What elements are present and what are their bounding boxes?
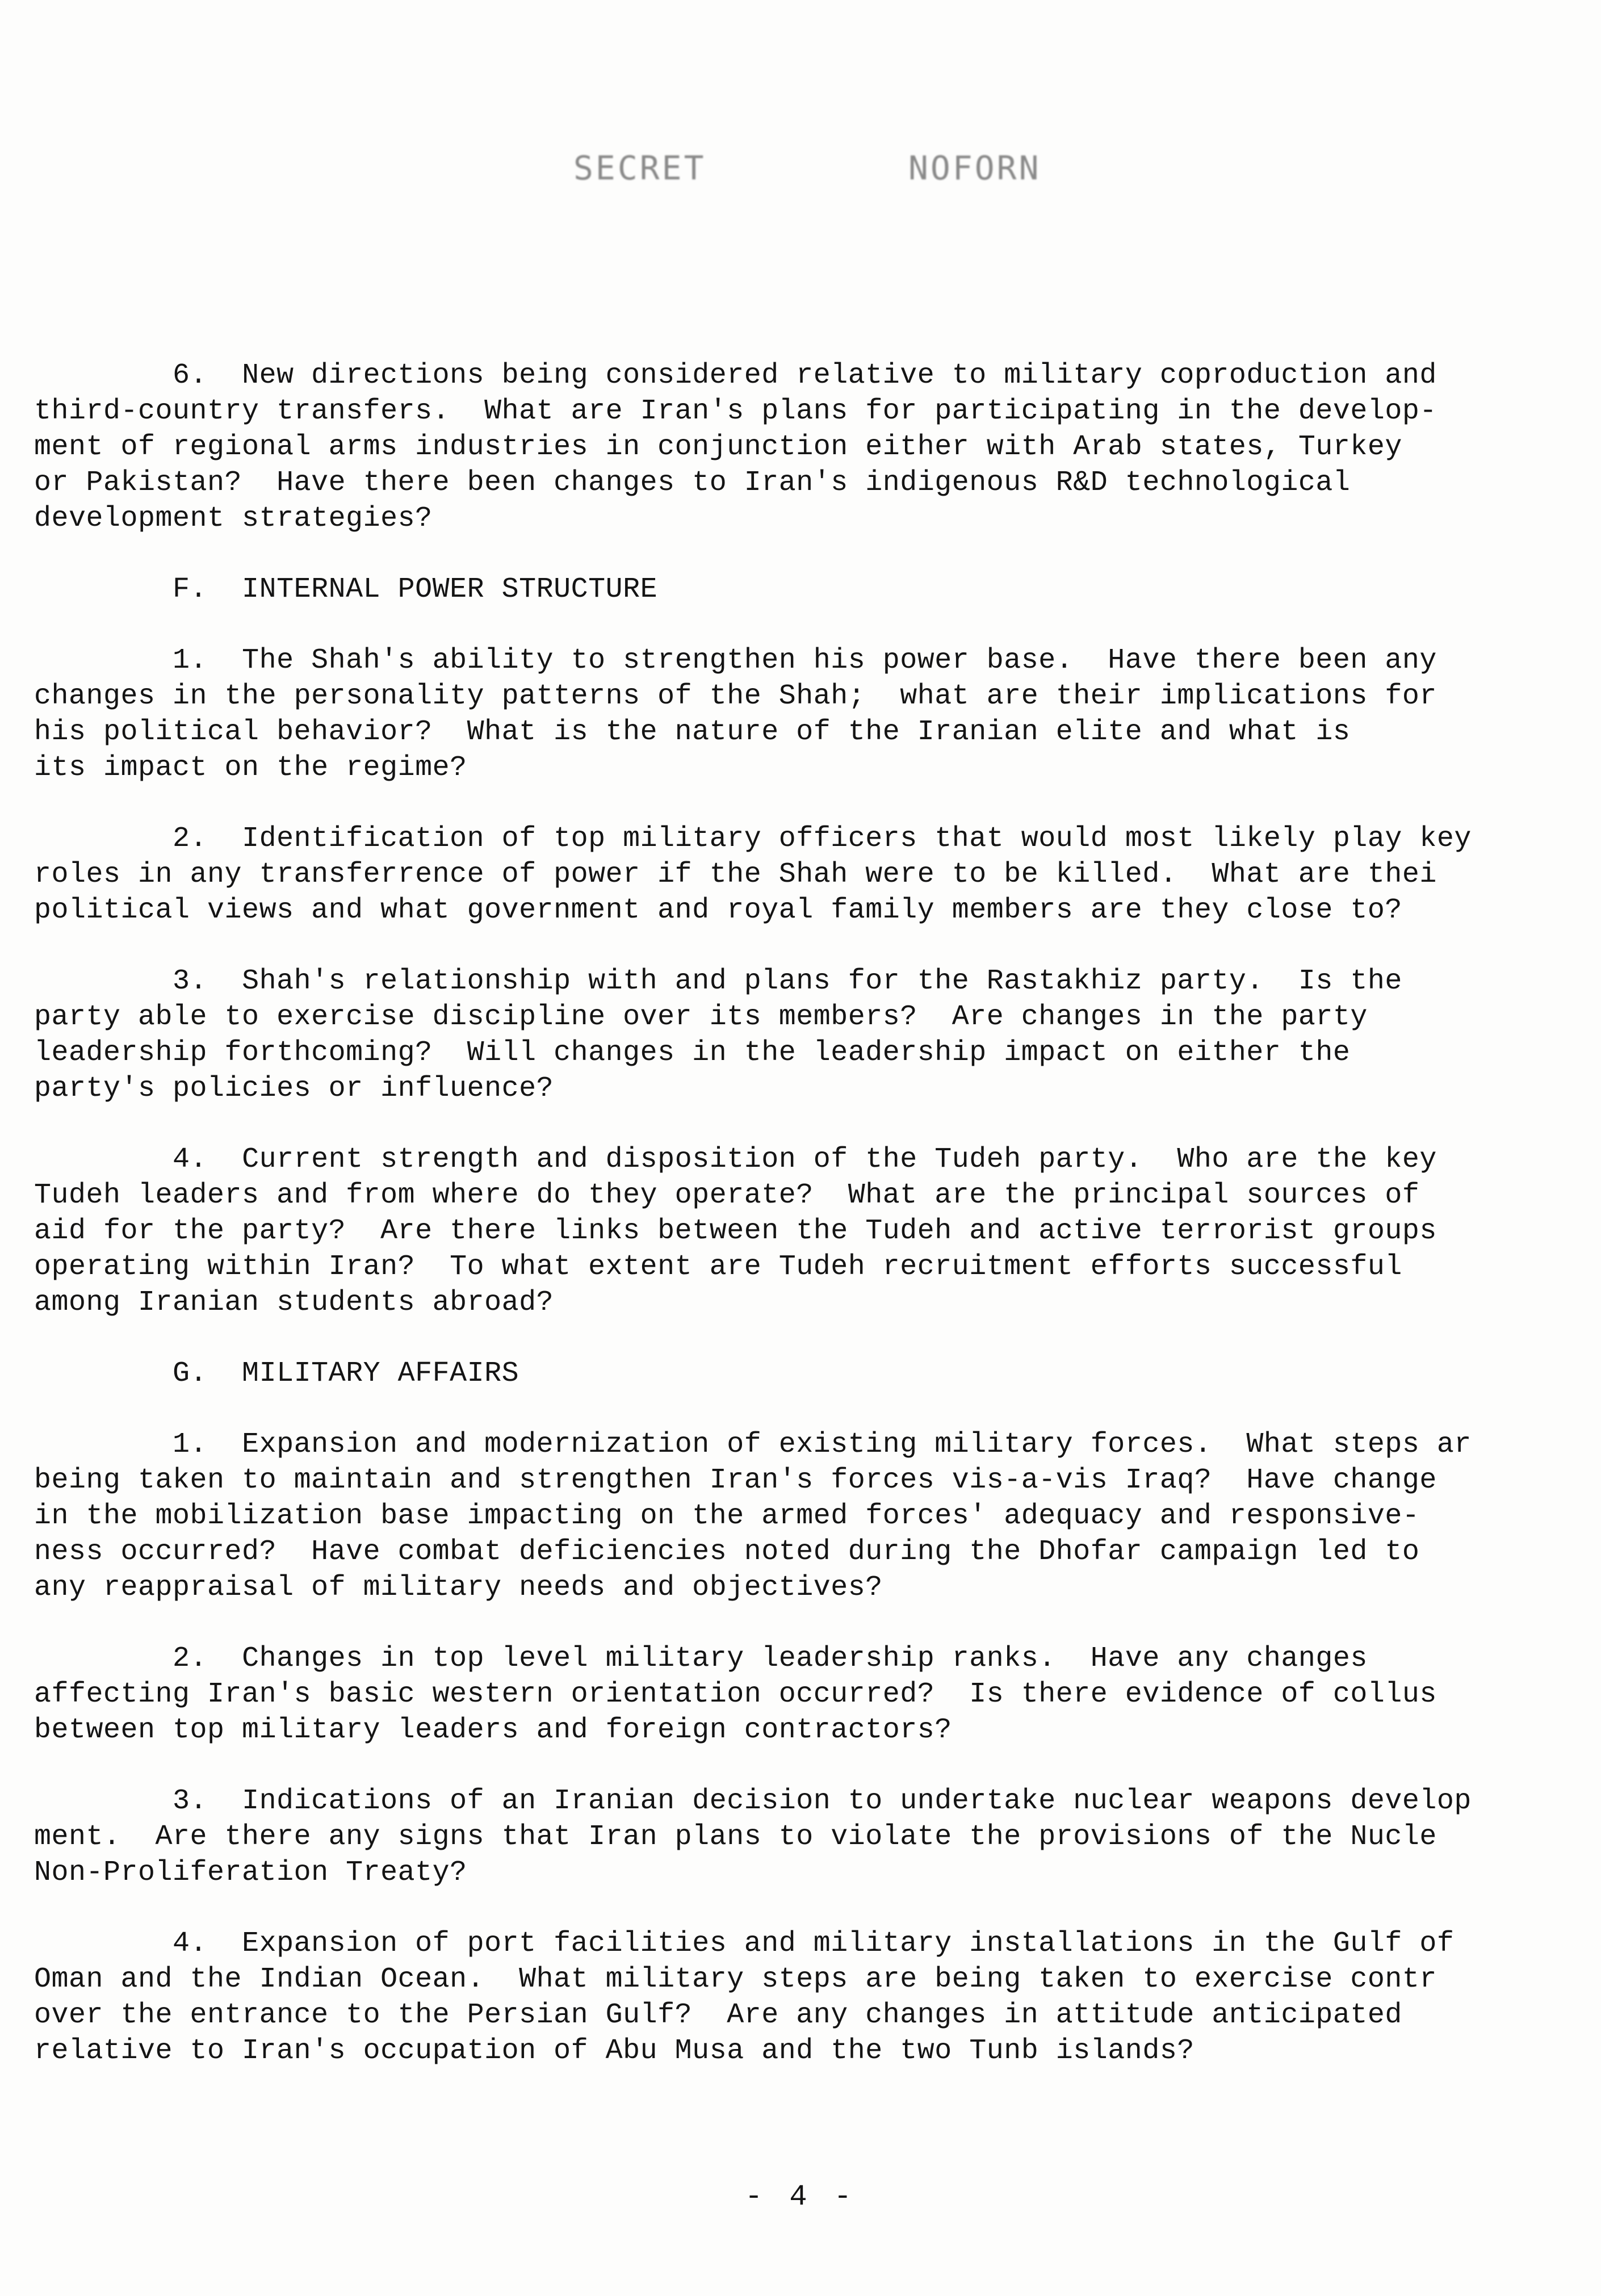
paragraph-f2: 2. Identification of top military officers that would most likely play key roles in any transferrence of power if the Shah were to be killed. What are thei political views and what government and royal family members are they close to? [34, 823, 1472, 927]
page-number: - 4 - [744, 2180, 857, 2214]
paragraph-g1: 1. Expansion and modernization of existing military forces. What steps ar being taken to maintain and strengthen Iran's forces vis-a-vis Iraq? Have change in the mobilization base impacting on the armed forces' adequacy and responsive- ness occurred? Have combat deficiencies noted during the Dhofar campaign led to any reappraisal of military needs and objectives? [34, 1428, 1472, 1604]
section-heading-military-affairs: G. MILITARY AFFAIRS [34, 1358, 519, 1390]
paragraph-g4: 4. Expansion of port facilities and military installations in the Gulf of Oman and the Indian Ocean. What military steps are being taken to exercise contr over the entrance to the Persian Gulf? Are any changes in attitude anticipated relative to Iran's occupation of Abu Musa and the two Tunb islands? [34, 1928, 1455, 2067]
paragraph-f4: 4. Current strength and disposition of the Tudeh party. Who are the key Tudeh leaders and from where do they operate? What are the principal sources of aid for the party? Are there links between the Tudeh and active terrorist groups operating within Iran? To what extent are Tudeh recruitment efforts successful among Iranian students abroad? [34, 1143, 1437, 1319]
classification-marking-right: NOFORN [908, 149, 1041, 187]
section-heading-internal-power-structure: F. INTERNAL POWER STRUCTURE [34, 573, 658, 606]
paragraph-g2: 2. Changes in top level military leadership ranks. Have any changes affecting Iran's basic western orientation occurred? Is there evidence of collus between top military leaders and foreign contractors? [34, 1643, 1437, 1746]
classification-marking-left: SECRET [573, 149, 706, 187]
paragraph-e6: 6. New directions being considered relative to military coproduction and third-country transfers. What are Iran's plans for participating in the develop- ment of regional arms industries in conjunction either with Arab states, Turkey or Pakistan? Have there been changes to Iran's indigenous R&D technological development strategies? [34, 359, 1437, 535]
document-body [34, 358, 1522, 2104]
paragraph-g3: 3. Indications of an Iranian decision to undertake nuclear weapons develop ment. Are there any signs that Iran plans to violate the provisions of the Nucle Non-Proliferation Treaty? [34, 1785, 1472, 1889]
paragraph-f1: 1. The Shah's ability to strengthen his power base. Have there been any changes in the personality patterns of the Shah; what are their implications for his political behavior? What is the nature of the Iranian elite and what is its impact on the regime? [34, 644, 1437, 784]
paragraph-f3: 3. Shah's relationship with and plans for the Rastakhiz party. Is the party able to exercise discipline over its members? Are changes in the party leadership forthcoming? Will changes in the leadership impact on either the party's policies or influence? [34, 965, 1402, 1105]
